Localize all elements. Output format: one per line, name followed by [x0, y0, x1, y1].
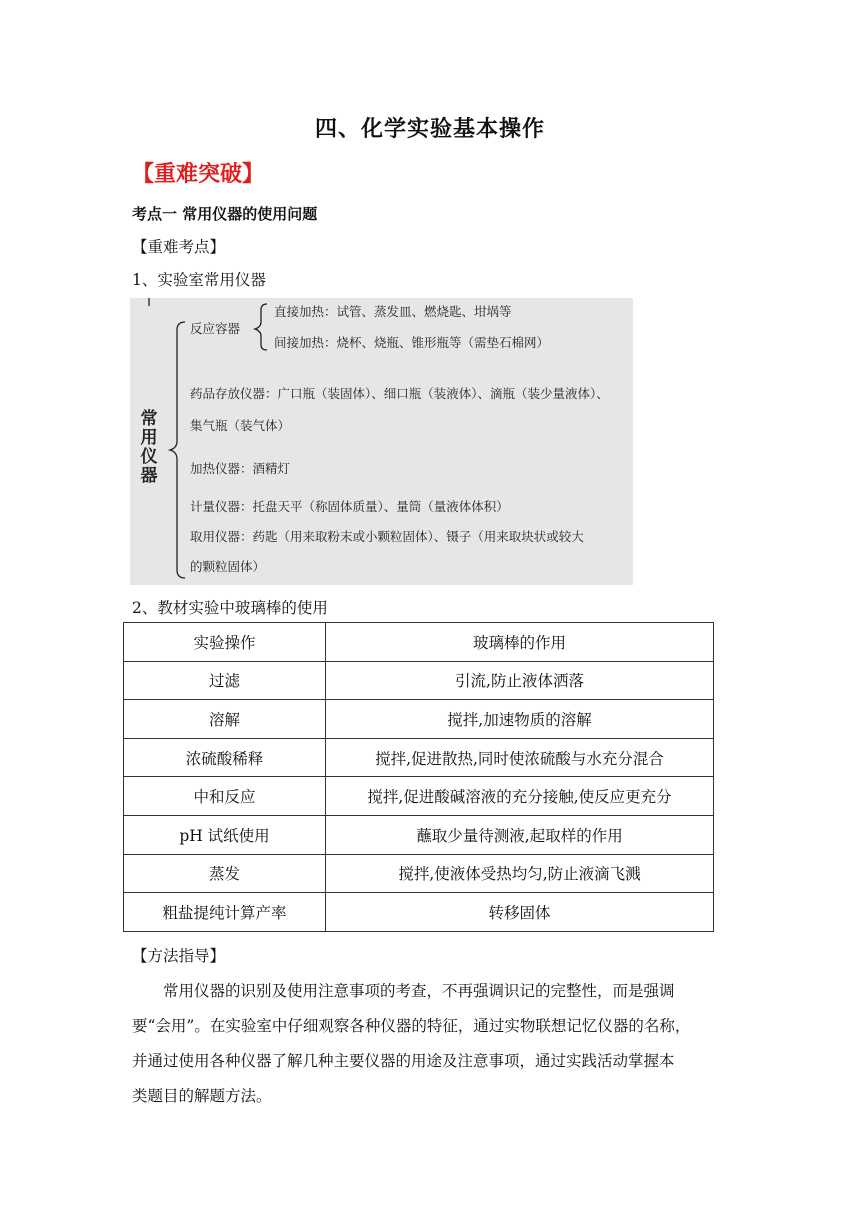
root-char: 用 — [140, 428, 158, 448]
reaction-vessel-label: 反应容器 — [190, 321, 241, 336]
glass-rod-table — [123, 622, 714, 932]
table-header-row — [124, 623, 714, 662]
table-cell: 浓硫酸稀释 — [124, 738, 326, 777]
table-cell: 搅拌,促进散热,同时使浓硫酸与水充分混合 — [326, 738, 714, 777]
table-cell: 过滤 — [124, 661, 326, 700]
indirect-heat-text: 间接加热：烧杯、烧瓶、锥形瓶等（需垫石棉网） — [274, 335, 550, 350]
taking-text-line2: 的颗粒固体） — [190, 559, 266, 574]
table-header: 玻璃棒的作用 — [326, 623, 714, 662]
method-line: 类题目的解题方法。 — [132, 1087, 272, 1105]
table-cell: 溶解 — [124, 700, 326, 739]
table-row — [124, 893, 714, 932]
table-cell: 粗盐提纯计算产率 — [124, 893, 326, 932]
storage-text-line2: 集气瓶（装气体） — [190, 418, 291, 433]
table-row — [124, 661, 714, 700]
topic-heading: 考点一 常用仪器的使用问题 — [132, 205, 318, 223]
section-heading: 【重难突破】 — [132, 162, 265, 187]
table-cell: 中和反应 — [124, 777, 326, 816]
table-cell: pH 试纸使用 — [124, 815, 326, 854]
instrument-diagram — [130, 298, 633, 585]
direct-heat-text: 直接加热：试管、蒸发皿、燃烧匙、坩埚等 — [274, 304, 512, 319]
root-label — [139, 410, 159, 486]
table-cell: 蒸发 — [124, 854, 326, 893]
root-char: 仪 — [140, 447, 158, 467]
table-header: 实验操作 — [124, 623, 326, 662]
table-cell: 搅拌,加速物质的溶解 — [326, 700, 714, 739]
root-char: 常 — [140, 409, 158, 429]
root-char: 器 — [140, 466, 158, 486]
table-row — [124, 815, 714, 854]
measuring-text: 计量仪器：托盘天平（称固体质量）、量筒（量液体体积） — [190, 499, 509, 514]
method-line: 常用仪器的识别及使用注意事项的考查，不再强调识记的完整性，而是强调 — [163, 982, 675, 1000]
method-line: 要“会用”。在实验室中仔细观察各种仪器的特征，通过实物联想记忆仪器的名称， — [132, 1017, 691, 1035]
heating-text: 加热仪器：酒精灯 — [190, 461, 291, 476]
table-cell: 搅拌,使液体受热均匀,防止液滴飞溅 — [326, 854, 714, 893]
method-line: 并通过使用各种仪器了解几种主要仪器的用途及注意事项，通过实践活动掌握本 — [132, 1052, 675, 1070]
storage-text-line1: 药品存放仪器：广口瓶（装固体）、细口瓶（装液体）、滴瓶（装少量液体）、 — [190, 386, 609, 401]
table-cell: 蘸取少量待测液,起取样的作用 — [326, 815, 714, 854]
page-title: 四、化学实验基本操作 — [314, 117, 545, 142]
table-row — [124, 854, 714, 893]
method-label: 【方法指导】 — [132, 947, 226, 965]
key-points-label: 【重难考点】 — [132, 238, 226, 256]
table-cell: 引流,防止液体洒落 — [326, 661, 714, 700]
table-cell: 转移固体 — [326, 893, 714, 932]
item1-heading: 1、实验室常用仪器 — [132, 271, 266, 289]
table-row — [124, 700, 714, 739]
table-row — [124, 777, 714, 816]
table-cell: 搅拌,促进酸碱溶液的充分接触,使反应更充分 — [326, 777, 714, 816]
table-row — [124, 738, 714, 777]
item2-heading: 2、教材实验中玻璃棒的使用 — [132, 599, 328, 617]
taking-text-line1: 取用仪器：药匙（用来取粉末或小颗粒固体）、镊子（用来取块状或较大 — [190, 529, 584, 544]
method-paragraph — [132, 974, 738, 1114]
